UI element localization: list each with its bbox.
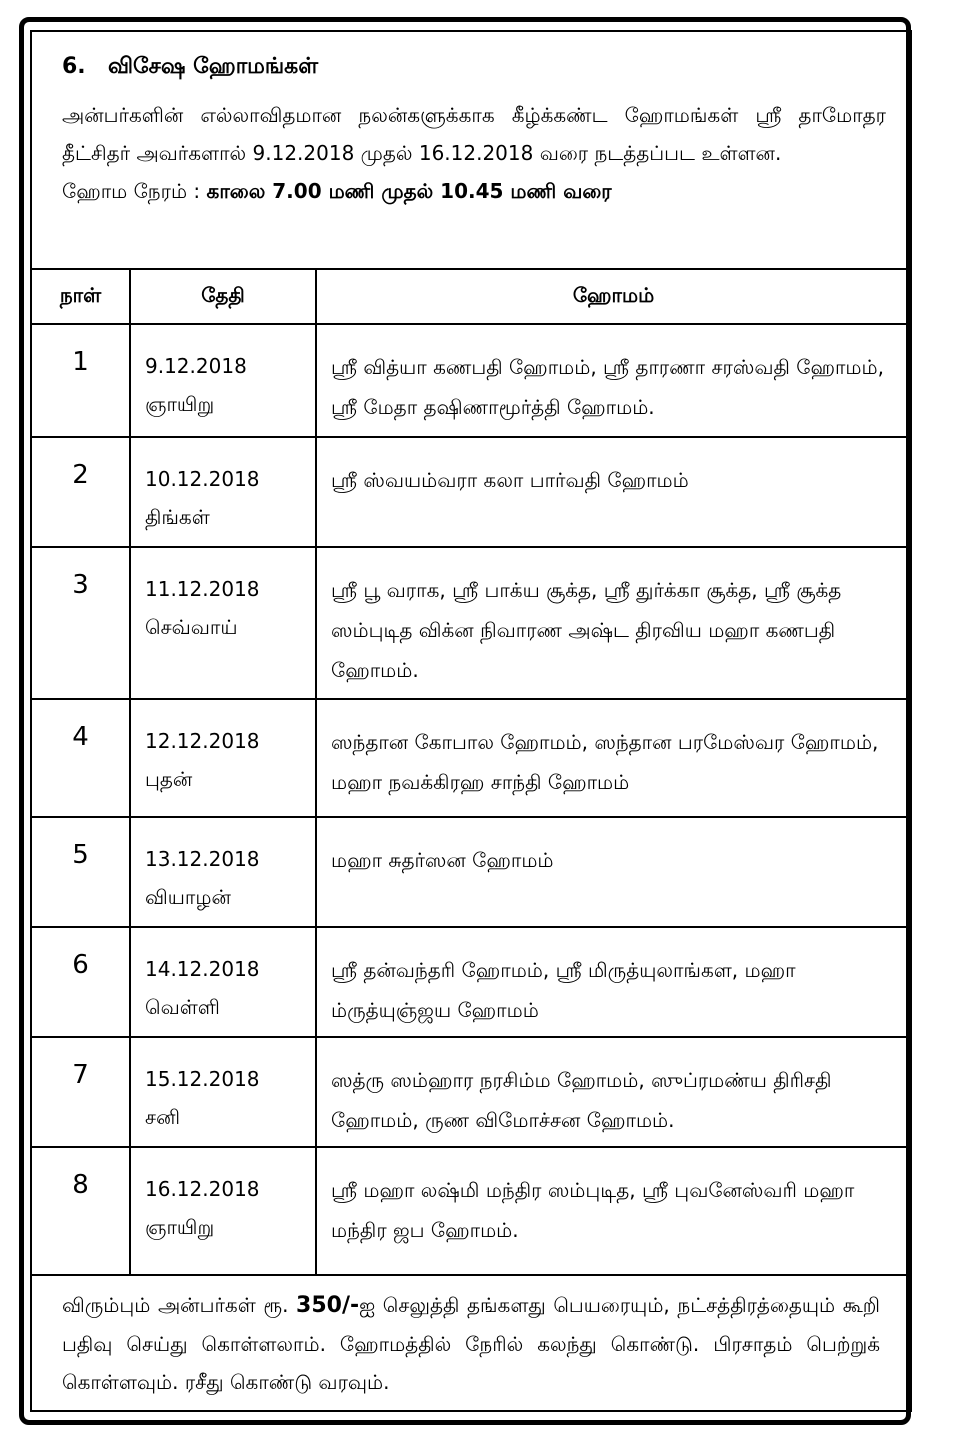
row-date-cell bbox=[130, 324, 316, 437]
table-row bbox=[32, 547, 910, 699]
row-date: 15.12.2018 bbox=[145, 1067, 260, 1091]
row-date-cell bbox=[130, 1037, 316, 1147]
row-homam: ஸ்ரீ தன்வந்தரி ஹோமம், ஸ்ரீ மிருத்யுலாங்கள, மஹா ம்ருத்யுஞ்ஜய ஹோமம் bbox=[316, 927, 910, 1037]
fee-amount: 350/- bbox=[296, 1293, 360, 1318]
row-date: 14.12.2018 bbox=[145, 957, 260, 981]
row-homam: ஸத்ரு ஸம்ஹார நரசிம்ம ஹோமம், ஸுப்ரமண்ய திரிசதி ஹோமம், ருண விமோச்சன ஹோமம். bbox=[316, 1037, 910, 1147]
footer-text-before: விரும்பும் அன்பர்கள் ரூ. bbox=[62, 1293, 289, 1317]
row-homam: ஸ்ரீ மஹா லஷ்மி மந்திர ஸம்புடித, ஸ்ரீ புவனேஸ்வரி மஹா மந்திர ஜப ஹோமம். bbox=[316, 1147, 910, 1275]
row-weekday: ஞாயிறு bbox=[145, 1215, 215, 1239]
row-date-cell bbox=[130, 817, 316, 927]
row-number: 6 bbox=[32, 927, 130, 1037]
intro-paragraph: அன்பர்களின் எல்லாவிதமான நலன்களுக்காக கீழ்க்கண்ட ஹோமங்கள் ஸ்ரீ தாமோதர தீட்சிதர் அவர்களால் 9.12.2018 முதல் 16.12.2018 வரை நடத்தப்பட உள்ளன. bbox=[62, 103, 886, 165]
footer-text-after: ஐ செலுத்தி தங்களது பெயரையும், நட்சத்திரத்தையும் கூறி பதிவு செய்து கொள்ளலாம். ஹோமத்தில் நேரில் கலந்து கொண்டு. பிரசாதம் பெற்றுக் கொள்ளவும். ரசீது கொண்டு வரவும். bbox=[62, 1293, 881, 1394]
timing-value: காலை 7.00 மணி முதல் 10.45 மணி வரை bbox=[206, 179, 612, 203]
row-weekday: திங்கள் bbox=[145, 505, 210, 529]
timing-label: ஹோம நேரம் : bbox=[62, 179, 201, 203]
section-number: 6. bbox=[62, 54, 86, 79]
row-date-cell bbox=[130, 1147, 316, 1275]
row-number: 4 bbox=[32, 699, 130, 817]
notice-box bbox=[30, 30, 912, 1412]
row-weekday: ஞாயிறு bbox=[145, 392, 215, 416]
table-header-row bbox=[32, 269, 910, 324]
timing-line bbox=[62, 172, 886, 210]
row-number: 2 bbox=[32, 437, 130, 547]
header-homam: ஹோமம் bbox=[316, 269, 910, 324]
row-date-cell bbox=[130, 699, 316, 817]
table-row bbox=[32, 437, 910, 547]
row-weekday: வெள்ளி bbox=[145, 995, 220, 1019]
row-homam: ஸ்ரீ பூ வராக, ஸ்ரீ பாக்ய சூக்த, ஸ்ரீ துர்க்கா சூக்த, ஸ்ரீ சூக்த ஸம்புடித விக்ன நிவாரண அஷ்ட திரவிய மஹா கணபதி ஹோமம். bbox=[316, 547, 910, 699]
section-heading bbox=[62, 54, 886, 82]
row-homam: மஹா சுதர்ஸன ஹோமம் bbox=[316, 817, 910, 927]
row-number: 5 bbox=[32, 817, 130, 927]
footer-note bbox=[32, 1264, 910, 1401]
row-number: 1 bbox=[32, 324, 130, 437]
row-date: 10.12.2018 bbox=[145, 467, 260, 491]
intro-section bbox=[32, 32, 910, 268]
row-weekday: சனி bbox=[145, 1105, 180, 1129]
row-date-cell bbox=[130, 547, 316, 699]
header-date: தேதி bbox=[130, 269, 316, 324]
table-row bbox=[32, 817, 910, 927]
row-number: 8 bbox=[32, 1147, 130, 1275]
row-date: 12.12.2018 bbox=[145, 729, 260, 753]
table-row bbox=[32, 1147, 910, 1275]
table-row bbox=[32, 927, 910, 1037]
section-title: விசேஷ ஹோமங்கள் bbox=[108, 54, 319, 79]
table-row bbox=[32, 1037, 910, 1147]
row-weekday: புதன் bbox=[145, 767, 193, 791]
schedule-table bbox=[32, 268, 910, 1276]
row-date: 11.12.2018 bbox=[145, 577, 260, 601]
row-date: 16.12.2018 bbox=[145, 1177, 260, 1201]
row-number: 3 bbox=[32, 547, 130, 699]
row-number: 7 bbox=[32, 1037, 130, 1147]
table-row bbox=[32, 324, 910, 437]
row-weekday: செவ்வாய் bbox=[145, 615, 238, 639]
row-homam: ஸந்தான கோபால ஹோமம், ஸந்தான பரமேஸ்வர ஹோமம், மஹா நவக்கிரஹ சாந்தி ஹோமம் bbox=[316, 699, 910, 817]
header-day: நாள் bbox=[32, 269, 130, 324]
row-weekday: வியாழன் bbox=[145, 885, 231, 909]
row-homam: ஸ்ரீ ஸ்வயம்வரா கலா பார்வதி ஹோமம் bbox=[316, 437, 910, 547]
row-date-cell bbox=[130, 437, 316, 547]
row-date: 13.12.2018 bbox=[145, 847, 260, 871]
row-date-cell bbox=[130, 927, 316, 1037]
row-date: 9.12.2018 bbox=[145, 354, 247, 378]
row-homam: ஸ்ரீ வித்யா கணபதி ஹோமம், ஸ்ரீ தாரணா சரஸ்வதி ஹோமம், ஸ்ரீ மேதா தஷிணாமூர்த்தி ஹோமம். bbox=[316, 324, 910, 437]
table-row bbox=[32, 699, 910, 817]
